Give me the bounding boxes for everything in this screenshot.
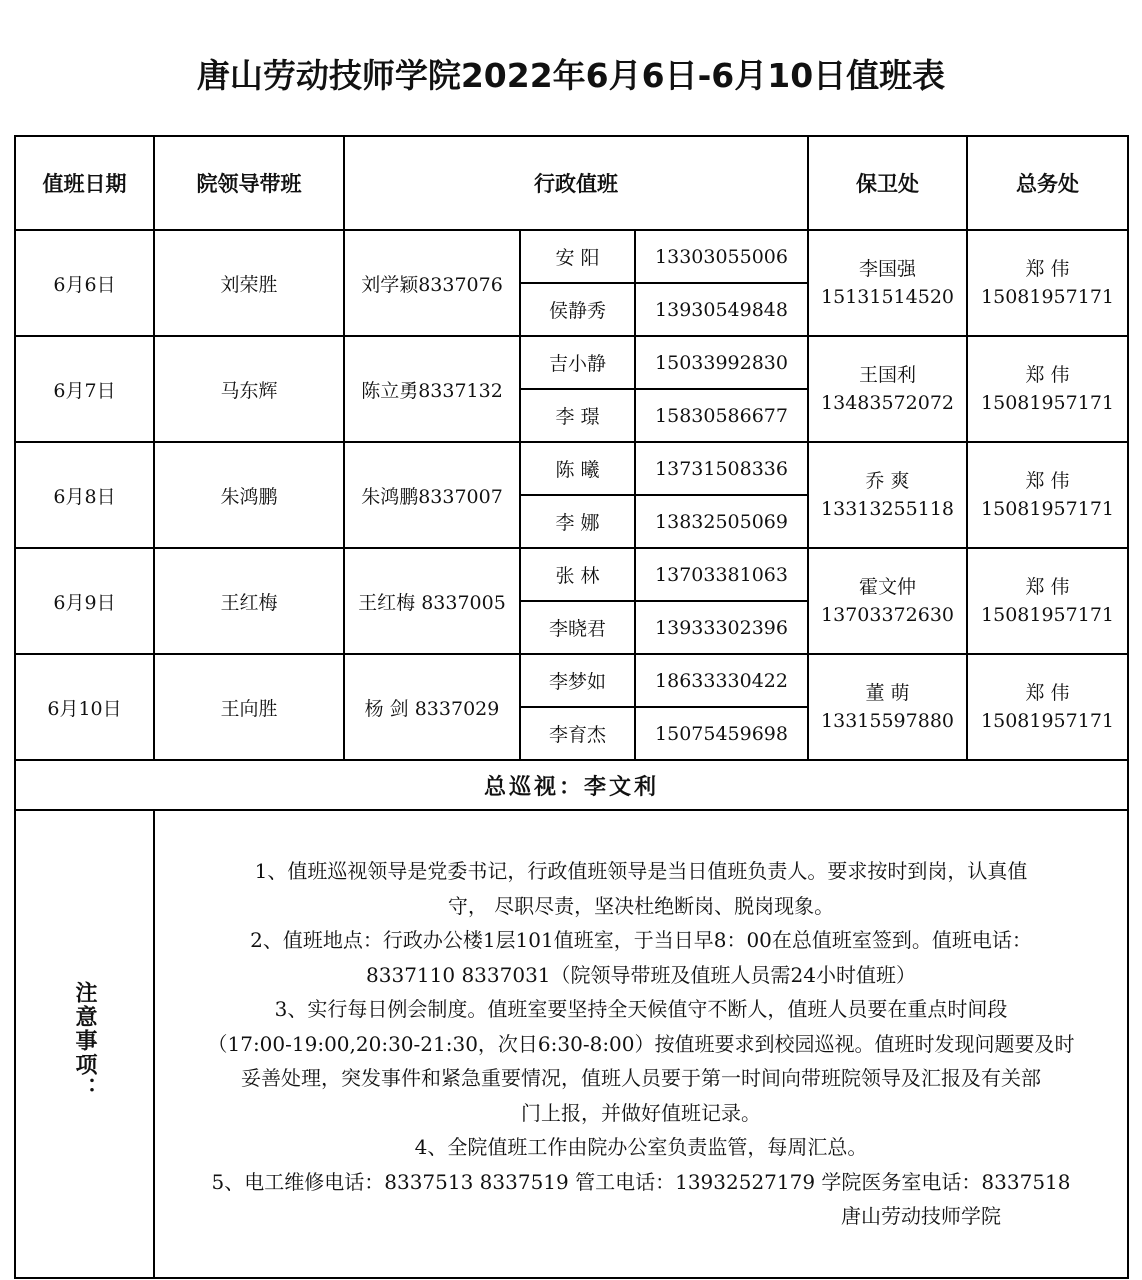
day-row xyxy=(15,548,1128,601)
day-leader: 马东辉 xyxy=(154,336,344,442)
general-cell xyxy=(967,230,1128,336)
staff-name: 张 林 xyxy=(520,548,635,601)
general-name: 郑 伟 xyxy=(1025,364,1070,386)
security-name: 李国强 xyxy=(859,258,917,280)
staff-name: 李梦如 xyxy=(520,654,635,707)
staff-name: 李 娜 xyxy=(520,495,635,548)
day-date: 6月8日 xyxy=(15,442,154,548)
note-line: 守， 尽职尽责，坚决杜绝断岗、脱岗现象。 xyxy=(447,893,835,918)
general-cell xyxy=(967,336,1128,442)
note-line: （17:00-19:00,20:30-21:30，次日6:30-8:00）按值班要求到校园巡视。值班时发现问题要及时 xyxy=(207,1031,1075,1056)
staff-phone: 13933302396 xyxy=(635,601,808,654)
signature: 唐山劳动技师学院 xyxy=(841,1204,1002,1229)
security-phone: 15131514520 xyxy=(821,286,955,308)
security-cell xyxy=(808,442,967,548)
staff-phone: 13930549848 xyxy=(635,283,808,336)
header-date: 值班日期 xyxy=(15,136,154,230)
day-date: 6月7日 xyxy=(15,336,154,442)
notes-row xyxy=(15,810,1128,1278)
header-general: 总务处 xyxy=(967,136,1128,230)
note-line: 门上报，并做好值班记录。 xyxy=(521,1100,762,1125)
staff-name: 李育杰 xyxy=(520,707,635,760)
staff-phone: 15075459698 xyxy=(635,707,808,760)
security-phone: 13703372630 xyxy=(821,604,955,626)
staff-phone: 13731508336 xyxy=(635,442,808,495)
day-admin-lead: 陈立勇8337132 xyxy=(344,336,520,442)
general-cell xyxy=(967,654,1128,760)
security-phone: 13313255118 xyxy=(821,498,955,520)
general-name: 郑 伟 xyxy=(1025,682,1070,704)
general-name: 郑 伟 xyxy=(1025,576,1070,598)
day-date: 6月6日 xyxy=(15,230,154,336)
staff-name: 侯静秀 xyxy=(520,283,635,336)
notes-content xyxy=(154,810,1128,1278)
security-phone: 13315597880 xyxy=(821,710,955,732)
day-admin-lead: 杨 剑 8337029 xyxy=(344,654,520,760)
day-row xyxy=(15,654,1128,707)
note-line: 2、值班地点：行政办公楼1层101值班室，于当日早8：00在总值班室签到。值班电话： xyxy=(250,928,1032,953)
general-phone: 15081957171 xyxy=(981,710,1115,732)
day-leader: 朱鸿鹏 xyxy=(154,442,344,548)
note-line: 妥善处理，突发事件和紧急重要情况，值班人员要于第一时间向带班院领导及汇报及有关部 xyxy=(241,1066,1042,1091)
notes-label: 注意事项： xyxy=(72,981,97,1101)
header-admin: 行政值班 xyxy=(344,136,808,230)
staff-name: 李 璟 xyxy=(520,389,635,442)
day-leader: 王红梅 xyxy=(154,548,344,654)
staff-phone: 13832505069 xyxy=(635,495,808,548)
note-line: 3、实行每日例会制度。值班室要坚持全天候值守不断人，值班人员要在重点时间段 xyxy=(274,997,1008,1022)
note-line: 5、电工维修电话：8337513 8337519 管工电话：13932527179 学院医务室电话：8337518 xyxy=(211,1169,1071,1194)
staff-name: 安 阳 xyxy=(520,230,635,283)
note-line: 4、全院值班工作由院办公室负责监管，每周汇总。 xyxy=(414,1135,868,1160)
staff-phone: 15033992830 xyxy=(635,336,808,389)
security-phone: 13483572072 xyxy=(821,392,955,414)
security-name: 乔 爽 xyxy=(865,470,910,492)
day-admin-lead: 朱鸿鹏8337007 xyxy=(344,442,520,548)
staff-name: 陈 曦 xyxy=(520,442,635,495)
note-line: 1、值班巡视领导是党委书记，行政值班领导是当日值班负责人。要求按时到岗，认真值 xyxy=(254,859,1028,884)
general-name: 郑 伟 xyxy=(1025,470,1070,492)
staff-name: 吉小静 xyxy=(520,336,635,389)
staff-phone: 15830586677 xyxy=(635,389,808,442)
general-name: 郑 伟 xyxy=(1025,258,1070,280)
header-security: 保卫处 xyxy=(808,136,967,230)
staff-name: 李晓君 xyxy=(520,601,635,654)
day-row xyxy=(15,230,1128,283)
staff-phone: 18633330422 xyxy=(635,654,808,707)
page-title: 唐山劳动技师学院2022年6月6日-6月10日值班表 xyxy=(196,56,946,95)
staff-phone: 13303055006 xyxy=(635,230,808,283)
security-name: 霍文仲 xyxy=(859,576,917,598)
security-cell xyxy=(808,230,967,336)
security-cell xyxy=(808,336,967,442)
patrol-text: 总巡视：李文利 xyxy=(15,760,1128,810)
general-phone: 15081957171 xyxy=(981,604,1115,626)
day-leader: 刘荣胜 xyxy=(154,230,344,336)
staff-phone: 13703381063 xyxy=(635,548,808,601)
general-phone: 15081957171 xyxy=(981,498,1115,520)
day-admin-lead: 王红梅 8337005 xyxy=(344,548,520,654)
notes-label-cell xyxy=(15,810,154,1278)
patrol-row xyxy=(15,760,1128,810)
security-name: 王国利 xyxy=(859,364,917,386)
security-cell xyxy=(808,548,967,654)
general-phone: 15081957171 xyxy=(981,286,1115,308)
day-row xyxy=(15,336,1128,389)
general-cell xyxy=(967,548,1128,654)
duty-table xyxy=(14,135,1129,1279)
security-cell xyxy=(808,654,967,760)
note-line: 8337110 8337031（院领导带班及值班人员需24小时值班） xyxy=(366,962,916,987)
security-name: 董 萌 xyxy=(865,682,910,704)
day-leader: 王向胜 xyxy=(154,654,344,760)
day-date: 6月9日 xyxy=(15,548,154,654)
day-row xyxy=(15,442,1128,495)
general-cell xyxy=(967,442,1128,548)
header-row xyxy=(15,136,1128,230)
header-leader: 院领导带班 xyxy=(154,136,344,230)
day-admin-lead: 刘学颖8337076 xyxy=(344,230,520,336)
day-date: 6月10日 xyxy=(15,654,154,760)
general-phone: 15081957171 xyxy=(981,392,1115,414)
